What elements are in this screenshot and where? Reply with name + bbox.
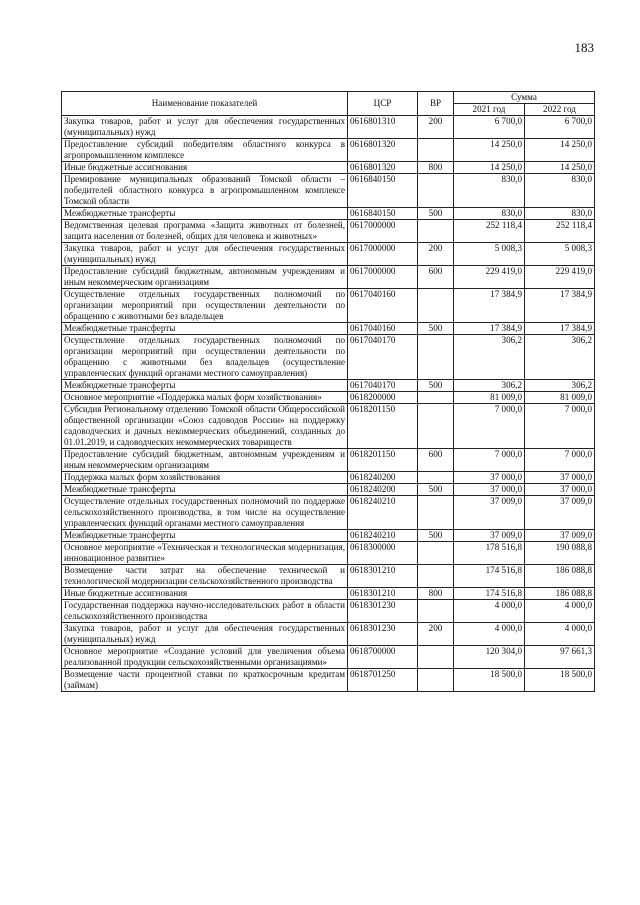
row-vr-cell: 500 bbox=[418, 530, 454, 542]
row-name-cell: Субсидия Региональному отделению Томской области Общероссийской общественной организации «Союз садоводов России» на поддержку садоводческих и дачных некоммерческих объединений, созданных до 01.01.2019, и садоводческих некоммерческих товариществ bbox=[62, 404, 348, 449]
row-sum-2022-cell: 6 700,0 bbox=[525, 116, 595, 139]
row-name-cell: Возмещение части процентной ставки по краткосрочным кредитам (займам) bbox=[62, 669, 348, 692]
row-name-cell: Иные бюджетные ассигнования bbox=[62, 588, 348, 600]
row-csr-cell: 0618201150 bbox=[348, 449, 418, 472]
header-name: Наименование показателей bbox=[62, 92, 348, 116]
row-name-cell: Ведомственная целевая программа «Защита животных от болезней, защита населения от болезней, общих для человека и животных» bbox=[62, 220, 348, 243]
row-sum-2022-cell: 4 000,0 bbox=[525, 623, 595, 646]
table-row bbox=[62, 449, 595, 472]
row-vr-cell bbox=[418, 646, 454, 669]
row-sum-2021-cell: 18 500,0 bbox=[454, 669, 525, 692]
row-vr-cell: 200 bbox=[418, 116, 454, 139]
row-sum-2022-cell: 14 250,0 bbox=[525, 139, 595, 162]
row-sum-2022-cell: 7 000,0 bbox=[525, 404, 595, 449]
row-sum-2022-cell: 14 250,0 bbox=[525, 162, 595, 174]
row-sum-2022-cell: 37 000,0 bbox=[525, 484, 595, 496]
row-name-cell: Основное мероприятие «Создание условий для увеличения объема реализованной продукции сельскохозяйственными организациями» bbox=[62, 646, 348, 669]
row-sum-2022-cell: 4 000,0 bbox=[525, 600, 595, 623]
row-vr-cell: 500 bbox=[418, 484, 454, 496]
row-csr-cell: 0618240200 bbox=[348, 484, 418, 496]
row-sum-2021-cell: 4 000,0 bbox=[454, 623, 525, 646]
row-sum-2022-cell: 190 088,8 bbox=[525, 542, 595, 565]
row-sum-2021-cell: 81 009,0 bbox=[454, 392, 525, 404]
row-name-cell: Осуществление отдельных государственных полномочий по поддержке сельскохозяйственного производства, в том числе на осуществление управленческих функций органами местного самоуправления bbox=[62, 496, 348, 530]
table-row bbox=[62, 392, 595, 404]
header-csr: ЦСР bbox=[348, 92, 418, 116]
row-csr-cell: 0618700000 bbox=[348, 646, 418, 669]
header-sum: Сумма bbox=[454, 92, 595, 104]
table-row bbox=[62, 208, 595, 220]
budget-table bbox=[61, 91, 595, 692]
row-sum-2022-cell: 37 009,0 bbox=[525, 496, 595, 530]
row-vr-cell bbox=[418, 139, 454, 162]
row-vr-cell: 800 bbox=[418, 162, 454, 174]
table-row bbox=[62, 496, 595, 530]
row-vr-cell bbox=[418, 220, 454, 243]
row-sum-2022-cell: 830,0 bbox=[525, 174, 595, 208]
row-name-cell: Осуществление отдельных государственных полномочий по организации мероприятий при осуществлении деятельности по обращению с животными без владельцев bbox=[62, 289, 348, 323]
row-csr-cell: 0618301230 bbox=[348, 600, 418, 623]
row-sum-2021-cell: 174 516,8 bbox=[454, 588, 525, 600]
row-vr-cell bbox=[418, 669, 454, 692]
row-sum-2022-cell: 306,2 bbox=[525, 335, 595, 380]
row-vr-cell bbox=[418, 600, 454, 623]
row-vr-cell: 200 bbox=[418, 243, 454, 266]
table-row bbox=[62, 646, 595, 669]
row-sum-2021-cell: 120 304,0 bbox=[454, 646, 525, 669]
row-sum-2021-cell: 830,0 bbox=[454, 174, 525, 208]
row-name-cell: Предоставление субсидий бюджетным, автономным учреждениям и иным некоммерческим организациям bbox=[62, 266, 348, 289]
row-csr-cell: 0617040170 bbox=[348, 335, 418, 380]
table-row bbox=[62, 472, 595, 484]
row-vr-cell bbox=[418, 289, 454, 323]
row-sum-2022-cell: 5 008,3 bbox=[525, 243, 595, 266]
row-sum-2022-cell: 186 088,8 bbox=[525, 565, 595, 588]
row-sum-2021-cell: 830,0 bbox=[454, 208, 525, 220]
header-vr: ВР bbox=[418, 92, 454, 116]
row-sum-2021-cell: 14 250,0 bbox=[454, 139, 525, 162]
row-csr-cell: 0618701250 bbox=[348, 669, 418, 692]
row-sum-2021-cell: 14 250,0 bbox=[454, 162, 525, 174]
row-csr-cell: 0617000000 bbox=[348, 243, 418, 266]
row-sum-2021-cell: 7 000,0 bbox=[454, 449, 525, 472]
row-vr-cell bbox=[418, 404, 454, 449]
header-year-2022: 2022 год bbox=[525, 104, 595, 116]
row-csr-cell: 0617040160 bbox=[348, 289, 418, 323]
row-sum-2022-cell: 186 088,8 bbox=[525, 588, 595, 600]
row-name-cell: Возмещение части затрат на обеспечение технической и технологической модернизации сельскохозяйственного производства bbox=[62, 565, 348, 588]
row-sum-2022-cell: 252 118,4 bbox=[525, 220, 595, 243]
row-csr-cell: 0618240210 bbox=[348, 496, 418, 530]
table-row bbox=[62, 623, 595, 646]
row-sum-2022-cell: 97 661,3 bbox=[525, 646, 595, 669]
table-row bbox=[62, 484, 595, 496]
row-csr-cell: 0616840150 bbox=[348, 174, 418, 208]
row-sum-2022-cell: 17 384,9 bbox=[525, 289, 595, 323]
row-sum-2021-cell: 17 384,9 bbox=[454, 323, 525, 335]
row-name-cell: Межбюджетные трансферты bbox=[62, 323, 348, 335]
row-csr-cell: 0618301210 bbox=[348, 588, 418, 600]
row-name-cell: Закупка товаров, работ и услуг для обеспечения государственных (муниципальных) нужд bbox=[62, 243, 348, 266]
row-vr-cell bbox=[418, 496, 454, 530]
row-sum-2021-cell: 37 000,0 bbox=[454, 472, 525, 484]
row-name-cell: Премирование муниципальных образований Томской области – победителей областного конкурса в агропромышленном комплексе Томской области bbox=[62, 174, 348, 208]
row-csr-cell: 0617000000 bbox=[348, 266, 418, 289]
row-sum-2021-cell: 6 700,0 bbox=[454, 116, 525, 139]
row-vr-cell bbox=[418, 472, 454, 484]
row-sum-2022-cell: 229 419,0 bbox=[525, 266, 595, 289]
row-csr-cell: 0617040170 bbox=[348, 380, 418, 392]
table-row bbox=[62, 243, 595, 266]
row-csr-cell: 0616801320 bbox=[348, 162, 418, 174]
row-vr-cell: 500 bbox=[418, 380, 454, 392]
row-sum-2021-cell: 306,2 bbox=[454, 380, 525, 392]
row-sum-2021-cell: 37 000,0 bbox=[454, 484, 525, 496]
row-csr-cell: 0618301230 bbox=[348, 623, 418, 646]
row-vr-cell: 200 bbox=[418, 623, 454, 646]
row-sum-2021-cell: 37 009,0 bbox=[454, 530, 525, 542]
row-vr-cell: 600 bbox=[418, 449, 454, 472]
row-vr-cell bbox=[418, 392, 454, 404]
row-name-cell: Государственная поддержка научно-исследовательских работ в области сельскохозяйственного производства bbox=[62, 600, 348, 623]
row-csr-cell: 0618240200 bbox=[348, 472, 418, 484]
page-number: 183 bbox=[574, 40, 594, 55]
row-sum-2021-cell: 229 419,0 bbox=[454, 266, 525, 289]
row-sum-2021-cell: 174 516,8 bbox=[454, 565, 525, 588]
table-row bbox=[62, 530, 595, 542]
row-sum-2021-cell: 4 000,0 bbox=[454, 600, 525, 623]
row-vr-cell: 800 bbox=[418, 588, 454, 600]
row-sum-2022-cell: 830,0 bbox=[525, 208, 595, 220]
table-row bbox=[62, 404, 595, 449]
row-name-cell: Основное мероприятие «Поддержка малых форм хозяйствования» bbox=[62, 392, 348, 404]
table-row bbox=[62, 323, 595, 335]
row-vr-cell bbox=[418, 542, 454, 565]
row-csr-cell: 0618300000 bbox=[348, 542, 418, 565]
row-sum-2021-cell: 7 000,0 bbox=[454, 404, 525, 449]
row-sum-2022-cell: 81 009,0 bbox=[525, 392, 595, 404]
row-sum-2021-cell: 252 118,4 bbox=[454, 220, 525, 243]
table-row bbox=[62, 588, 595, 600]
row-csr-cell: 0616801310 bbox=[348, 116, 418, 139]
row-sum-2022-cell: 37 000,0 bbox=[525, 472, 595, 484]
table-row bbox=[62, 669, 595, 692]
row-name-cell: Осуществление отдельных государственных полномочий по организации мероприятий при осуществлении деятельности по обращению с животными без владельцев (осуществление управленческих функций органами местного самоуправления) bbox=[62, 335, 348, 380]
row-name-cell: Межбюджетные трансферты bbox=[62, 208, 348, 220]
row-csr-cell: 0618200000 bbox=[348, 392, 418, 404]
table-row bbox=[62, 220, 595, 243]
table-row bbox=[62, 542, 595, 565]
row-vr-cell bbox=[418, 174, 454, 208]
row-vr-cell: 500 bbox=[418, 208, 454, 220]
table-row bbox=[62, 266, 595, 289]
row-csr-cell: 0618201150 bbox=[348, 404, 418, 449]
table-row bbox=[62, 162, 595, 174]
row-sum-2022-cell: 7 000,0 bbox=[525, 449, 595, 472]
row-name-cell: Иные бюджетные ассигнования bbox=[62, 162, 348, 174]
row-sum-2021-cell: 178 516,8 bbox=[454, 542, 525, 565]
row-sum-2022-cell: 306,2 bbox=[525, 380, 595, 392]
row-csr-cell: 0618240210 bbox=[348, 530, 418, 542]
row-name-cell: Межбюджетные трансферты bbox=[62, 484, 348, 496]
row-sum-2022-cell: 37 009,0 bbox=[525, 530, 595, 542]
row-name-cell: Поддержка малых форм хозяйствования bbox=[62, 472, 348, 484]
row-sum-2022-cell: 18 500,0 bbox=[525, 669, 595, 692]
row-csr-cell: 0616801320 bbox=[348, 139, 418, 162]
table-row bbox=[62, 139, 595, 162]
row-csr-cell: 0617040160 bbox=[348, 323, 418, 335]
table-row bbox=[62, 116, 595, 139]
row-vr-cell bbox=[418, 565, 454, 588]
row-csr-cell: 0616840150 bbox=[348, 208, 418, 220]
row-name-cell: Межбюджетные трансферты bbox=[62, 530, 348, 542]
header-row bbox=[62, 92, 595, 104]
row-sum-2021-cell: 17 384,9 bbox=[454, 289, 525, 323]
row-csr-cell: 0618301210 bbox=[348, 565, 418, 588]
row-name-cell: Предоставление субсидий победителям областного конкурса в агропромышленном комплексе bbox=[62, 139, 348, 162]
row-vr-cell bbox=[418, 335, 454, 380]
row-name-cell: Основное мероприятие «Техническая и технологическая модернизация, инновационное развитие» bbox=[62, 542, 348, 565]
row-sum-2022-cell: 17 384,9 bbox=[525, 323, 595, 335]
row-name-cell: Межбюджетные трансферты bbox=[62, 380, 348, 392]
row-sum-2021-cell: 5 008,3 bbox=[454, 243, 525, 266]
row-csr-cell: 0617000000 bbox=[348, 220, 418, 243]
header-year-2021: 2021 год bbox=[454, 104, 525, 116]
row-name-cell: Предоставление субсидий бюджетным, автономным учреждениям и иным некоммерческим организациям bbox=[62, 449, 348, 472]
table-row bbox=[62, 174, 595, 208]
row-vr-cell: 500 bbox=[418, 323, 454, 335]
table-row bbox=[62, 565, 595, 588]
row-sum-2021-cell: 306,2 bbox=[454, 335, 525, 380]
row-name-cell: Закупка товаров, работ и услуг для обеспечения государственных (муниципальных) нужд bbox=[62, 116, 348, 139]
table-body bbox=[62, 116, 595, 692]
table-row bbox=[62, 380, 595, 392]
row-name-cell: Закупка товаров, работ и услуг для обеспечения государственных (муниципальных) нужд bbox=[62, 623, 348, 646]
row-sum-2021-cell: 37 009,0 bbox=[454, 496, 525, 530]
table-row bbox=[62, 600, 595, 623]
table-row bbox=[62, 289, 595, 323]
row-vr-cell: 600 bbox=[418, 266, 454, 289]
table-row bbox=[62, 335, 595, 380]
